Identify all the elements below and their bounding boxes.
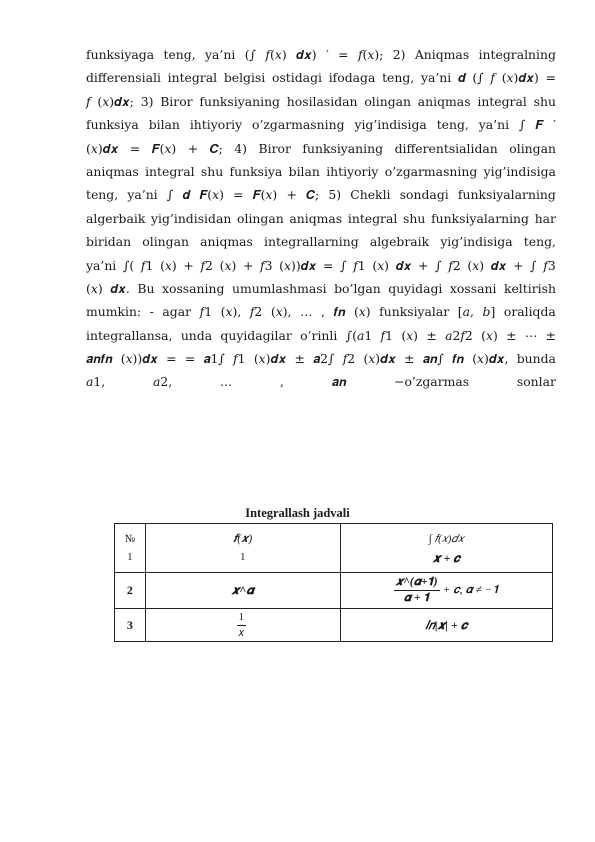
word: −o’zgarmas xyxy=(394,374,470,390)
word: aniqmas xyxy=(200,234,253,250)
fx-numerator: 1 xyxy=(237,610,247,626)
word: sonlar xyxy=(516,374,556,390)
word: 𝒇𝒏 xyxy=(333,304,346,320)
word: funksiyaga xyxy=(86,47,155,62)
word: + xyxy=(286,187,297,203)
word: ± xyxy=(404,351,415,367)
word: funksiyaning xyxy=(199,93,280,109)
word: ya’ni xyxy=(86,257,117,273)
word: 2) xyxy=(392,47,406,62)
num-header: № xyxy=(124,533,136,545)
word: (𝑥), xyxy=(270,304,292,320)
word: integral xyxy=(347,210,398,226)
word: teng, xyxy=(86,187,119,203)
word: sondagi xyxy=(399,187,449,203)
word: (𝑥)𝒅𝒙 xyxy=(86,140,119,156)
word: 𝑎2, xyxy=(152,374,173,390)
word: = xyxy=(129,140,141,156)
fx-first: 1 xyxy=(240,551,246,563)
word: algebraik xyxy=(369,234,430,250)
word: 𝑓1 xyxy=(380,327,394,343)
word: 4) xyxy=(234,140,248,156)
word: Bu xyxy=(137,280,155,296)
row-number: 3 xyxy=(115,609,146,642)
word: funksiyalar xyxy=(379,304,450,320)
word: quyidagi xyxy=(388,280,443,296)
word: ± xyxy=(426,327,437,343)
word: ∫ xyxy=(518,117,526,133)
paragraph xyxy=(86,47,556,398)
word: 𝑓1 xyxy=(353,257,366,273)
text-line xyxy=(86,47,556,70)
word: 𝑪; xyxy=(209,140,223,156)
word: Aniqmas xyxy=(414,47,470,62)
word: aniqmas xyxy=(417,93,471,109)
word: hosilasidan xyxy=(286,93,358,109)
text-line xyxy=(86,234,556,257)
word: + xyxy=(187,140,199,156)
word: ± xyxy=(506,327,517,343)
word: unda xyxy=(180,327,213,343)
word: 𝑓1 xyxy=(199,304,213,320)
word: (∫ xyxy=(472,70,484,86)
word: 𝑎1, xyxy=(86,374,106,390)
word: (𝑥))𝒅𝒙 xyxy=(279,257,317,273)
word: teng, xyxy=(163,47,196,62)
word: = xyxy=(184,351,196,367)
word: ∫ xyxy=(530,257,537,273)
word: ∫ xyxy=(166,187,174,203)
integral-table xyxy=(114,523,553,642)
word: Chekli xyxy=(350,187,391,203)
word: integrallansa, xyxy=(86,327,173,343)
word: (𝑥), xyxy=(220,304,242,320)
word: xossaning xyxy=(162,280,225,296)
word: 𝒂𝒏 xyxy=(331,374,347,390)
word: integrallarning xyxy=(264,234,359,250)
word: 𝑭 xyxy=(535,117,544,133)
word: ∫ xyxy=(435,257,442,273)
word: integral xyxy=(477,93,527,109)
word: 𝑓1 xyxy=(233,351,246,367)
word: keltirish xyxy=(503,280,556,296)
word: teng, xyxy=(436,117,469,133)
word: 𝑓 xyxy=(490,70,495,86)
word: o’zgarmasning xyxy=(252,117,345,133)
word: ∫ xyxy=(340,257,347,273)
word: teng, xyxy=(523,234,556,250)
word: 𝑎2𝑓2 xyxy=(445,327,473,343)
word: (𝑥)𝒅𝒙) xyxy=(501,70,539,86)
word: + xyxy=(513,257,524,273)
word: ∫(𝑎1 xyxy=(345,327,373,343)
word: 𝒂𝒏𝒇𝒏 xyxy=(86,351,113,367)
word: (𝑥)𝒅𝒙, xyxy=(472,351,509,367)
text-line xyxy=(86,328,556,351)
word: umumlashmasi xyxy=(231,280,327,296)
word: … xyxy=(219,374,233,390)
fx-header: 𝒇(𝒙) xyxy=(233,533,253,545)
word: 𝒅𝒙. xyxy=(110,280,130,296)
fx-power: 𝒙^𝜶 xyxy=(145,573,340,609)
word: ⋯ xyxy=(524,327,538,343)
word: bilan xyxy=(288,163,320,179)
int-tail: + 𝒄, 𝜶 ≠ −𝟏 xyxy=(442,584,499,596)
word: [𝑎, xyxy=(457,304,474,320)
word: 𝒅𝒙 xyxy=(490,257,507,273)
word: 𝑓3 xyxy=(260,257,273,273)
word: (𝑥)𝒅𝒙 xyxy=(253,351,287,367)
word: (∫ xyxy=(244,47,257,62)
table-row xyxy=(115,573,553,609)
word: agar xyxy=(162,304,192,320)
word: ± xyxy=(545,327,556,343)
word: (𝑥) xyxy=(219,257,237,273)
word: yig’indisiga xyxy=(440,234,513,250)
word: 𝑓2 xyxy=(249,304,263,320)
word: + xyxy=(183,257,194,273)
word: 𝑓2 xyxy=(342,351,356,367)
text-line xyxy=(86,187,556,210)
int-header: ∫ 𝑓(𝑥)𝑑𝑥 xyxy=(428,533,464,545)
word: (𝑥) xyxy=(86,280,103,296)
word: 𝒂2∫ xyxy=(313,351,335,367)
word: ya’ni xyxy=(127,187,158,203)
word: (𝑥) xyxy=(353,304,371,320)
word: biridan xyxy=(86,234,132,250)
fx-denominator: 𝑥 xyxy=(238,626,245,639)
word: 𝑓(𝑥) xyxy=(265,47,287,62)
word: olingan xyxy=(509,140,556,156)
word: 𝑭(𝑥) xyxy=(199,187,224,203)
word: (𝑥) xyxy=(401,327,419,343)
word: (𝑥)𝒅𝒙 xyxy=(363,351,396,367)
word: yig’indisidan xyxy=(151,210,232,226)
word: ihtiyoriy xyxy=(326,163,379,179)
word: , xyxy=(321,304,325,320)
text-line xyxy=(86,211,556,234)
int-first: 𝒙 + 𝒄 xyxy=(432,551,460,565)
word: bilan xyxy=(148,117,180,133)
word: differensiali xyxy=(86,70,161,86)
word: shu xyxy=(403,210,426,226)
text-line xyxy=(86,117,556,140)
word: 𝒅 xyxy=(182,187,191,203)
word: ihtiyoriy xyxy=(189,117,243,133)
word: - xyxy=(149,304,154,320)
word: 𝑓1 xyxy=(140,257,154,273)
word: funksiya xyxy=(229,163,283,179)
word: + xyxy=(242,257,254,273)
word: aniqmas xyxy=(289,210,343,226)
word: Biror xyxy=(258,140,291,156)
word: 𝑓2 xyxy=(200,257,213,273)
word: yig’indisiga xyxy=(354,117,427,133)
table-title: Integrallash jadvali xyxy=(245,506,350,520)
word: ′ xyxy=(553,117,556,133)
word: integralning xyxy=(478,47,556,62)
word: … xyxy=(300,304,313,320)
word: 𝑏] xyxy=(482,304,496,320)
word: olingan xyxy=(142,234,189,250)
word: belgisi xyxy=(223,70,266,86)
text-line xyxy=(86,94,556,117)
int-log: 𝑙𝑛|𝒙| + 𝒄 xyxy=(340,609,552,642)
word: = xyxy=(166,351,177,367)
word: aniqmas xyxy=(86,163,139,179)
frac-denominator: 𝜶 + 𝟏 xyxy=(403,592,430,604)
word: 𝑓(𝑥); xyxy=(357,47,384,62)
word: differentsialidan xyxy=(394,140,498,156)
row-number: 2 xyxy=(115,573,146,609)
word: , xyxy=(280,374,284,390)
word: mumkin: xyxy=(86,304,142,320)
word: shu xyxy=(200,163,224,179)
word: funksiyalarning xyxy=(457,187,556,203)
word: 𝑓3 xyxy=(543,257,556,273)
word: algerbaik xyxy=(86,210,146,226)
word: integral xyxy=(167,70,218,86)
word: shu xyxy=(533,93,556,109)
word: 3) xyxy=(140,93,154,109)
word: yig’indisiga xyxy=(483,163,556,179)
word: 𝒅𝒙 xyxy=(395,257,412,273)
word: = xyxy=(338,47,349,62)
word: = xyxy=(323,257,334,273)
word: Biror xyxy=(160,93,193,109)
text-line xyxy=(86,70,556,93)
word: (𝑥) xyxy=(467,257,485,273)
word: ∫( xyxy=(122,257,135,273)
word: o’rinli xyxy=(300,327,338,343)
table-row xyxy=(115,524,553,573)
word: 𝑭(𝑥) xyxy=(151,140,177,156)
num-first: 1 xyxy=(127,551,133,563)
word: 𝑭(𝑥) xyxy=(252,187,278,203)
word: funksiya xyxy=(86,117,139,133)
word: integral xyxy=(145,163,195,179)
word: teng, xyxy=(382,70,415,86)
word: bo’lgan xyxy=(334,280,381,296)
text-line xyxy=(86,281,556,304)
word: 𝑪; xyxy=(306,187,320,203)
word: + xyxy=(418,257,429,273)
text-line xyxy=(86,164,556,187)
word: olingan xyxy=(237,210,284,226)
text-line xyxy=(86,141,556,164)
word: 𝒅𝒙) xyxy=(296,47,317,62)
text-line xyxy=(86,374,556,397)
word: bunda xyxy=(516,351,556,367)
word: ya’ni xyxy=(420,70,452,86)
word: 𝒂1∫ xyxy=(203,351,225,367)
word: (𝑥) xyxy=(160,257,177,273)
word: (𝑥) xyxy=(481,327,498,343)
word: 5) xyxy=(328,187,342,203)
word: ′ xyxy=(325,47,329,62)
word: ostidagi xyxy=(271,70,322,86)
word: 𝒂𝒏∫ xyxy=(422,351,444,367)
word: 𝒅 xyxy=(457,70,466,86)
text-line xyxy=(86,351,556,374)
word: (𝑥) xyxy=(372,257,390,273)
text-line xyxy=(86,258,556,281)
word: = xyxy=(545,70,556,86)
word: = xyxy=(233,187,244,203)
word: xossani xyxy=(449,280,497,296)
word: (𝑥)𝒅𝒙; xyxy=(97,93,134,109)
word: quyidagilar xyxy=(220,327,292,343)
table-row xyxy=(115,609,553,642)
word: 𝑓 xyxy=(86,93,91,109)
frac-numerator: 𝒙^(𝜶+𝟏) xyxy=(394,575,440,591)
word: olingan xyxy=(364,93,411,109)
word: ifodaga xyxy=(328,70,376,86)
word: ya’ni xyxy=(478,117,510,133)
word: (𝑥))𝒅𝒙 xyxy=(120,351,158,367)
word: ya’ni xyxy=(205,47,236,62)
word: 𝑓2 xyxy=(448,257,461,273)
text-line xyxy=(86,304,556,327)
word: o’zgarmasning xyxy=(384,163,478,179)
word: funksiyalarning xyxy=(431,210,529,226)
word: oraliqda xyxy=(503,304,556,320)
word: 𝒇𝒏 xyxy=(452,351,464,367)
word: har xyxy=(534,210,556,226)
word: ± xyxy=(294,351,305,367)
word: funksiyaning xyxy=(302,140,384,156)
